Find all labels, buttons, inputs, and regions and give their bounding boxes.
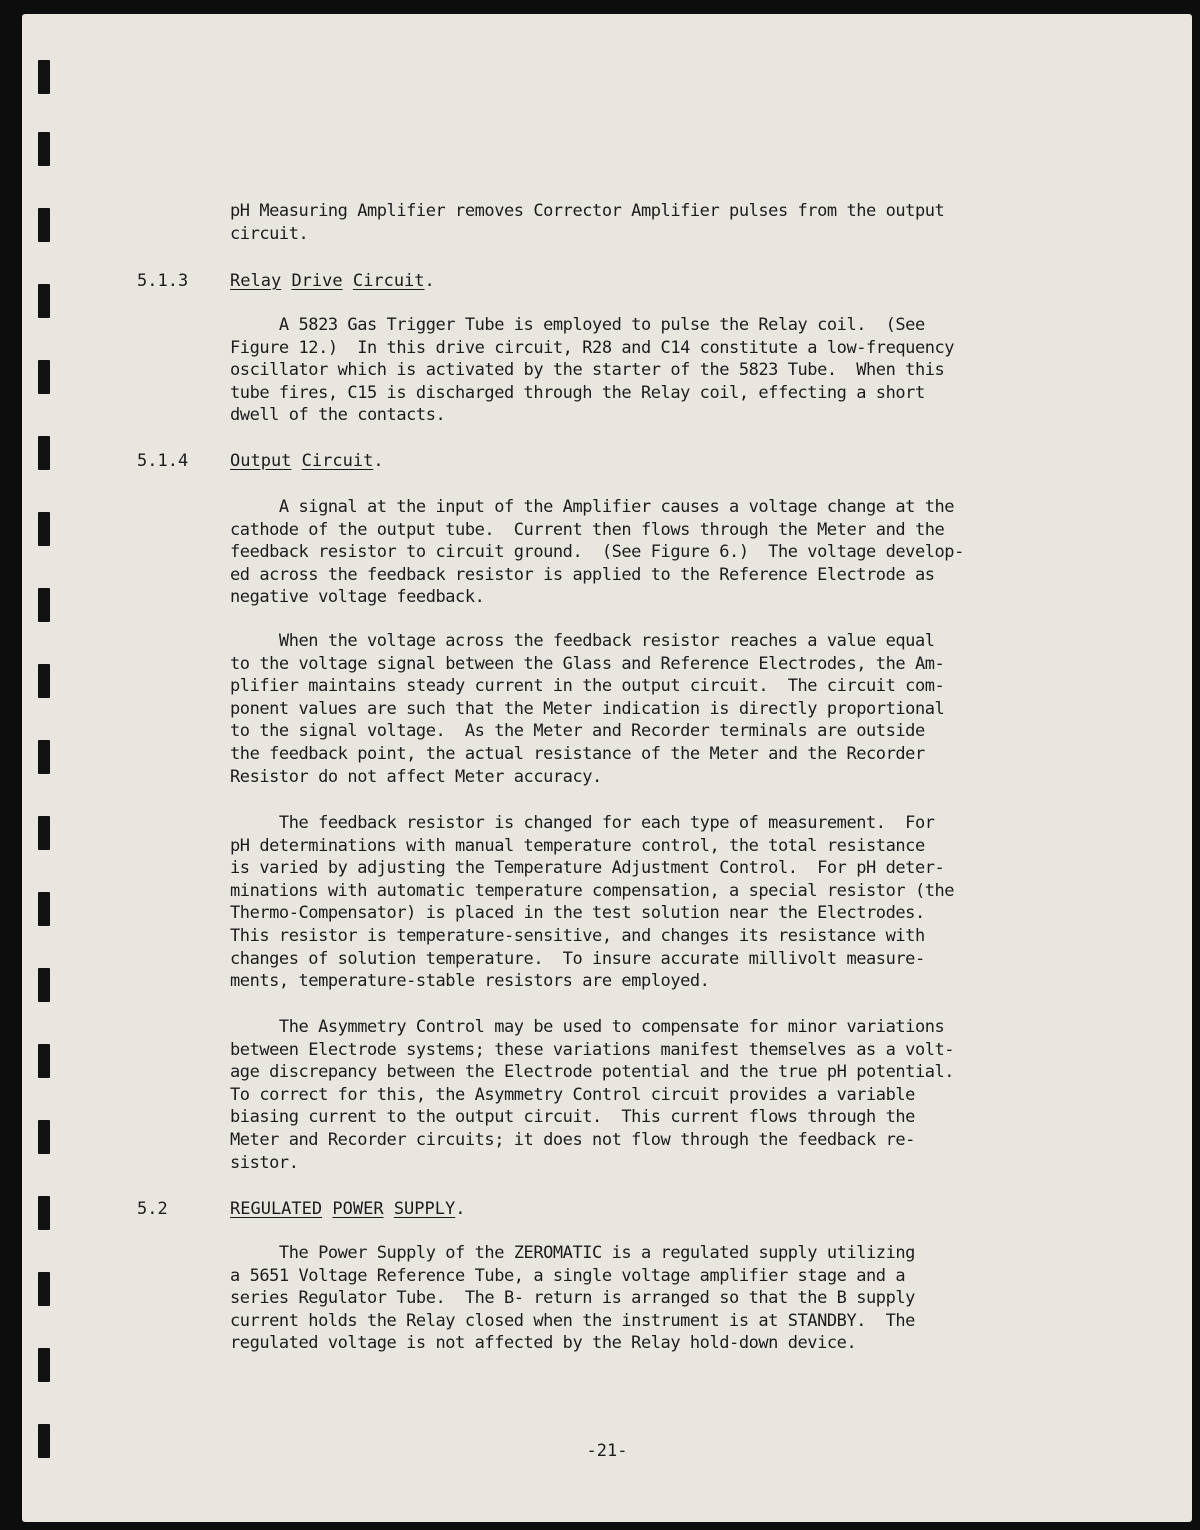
- title-word: Relay: [230, 271, 282, 291]
- section-number-5-2: 5.2: [137, 1199, 168, 1219]
- paragraph-feedback-equal: When the voltage across the feedback resistor reaches a value equal to the voltage signal between the Glass and Reference Electrodes, the Am- plifier maintains steady current in the output circuit. The circuit com- ponent values are such that the Meter indication is directly proportional to the signal voltage. As the Meter and Recorder terminals are outside the feedback point, the actual resistance of the Meter and the Recorder Resistor do not affect Meter accuracy.: [230, 631, 945, 787]
- title-word: REGULATED: [230, 1199, 323, 1219]
- section-number-5-1-4: 5.1.4: [137, 451, 189, 471]
- page-text: [22, 14, 1192, 1522]
- paragraph-feedback-resistor: The feedback resistor is changed for each type of measurement. For pH determinations with manual temperature control, the total resistance is varied by adjusting the Temperature Adjustment Control. For pH deter- minations with automatic temperature compensation, a special resistor (the Thermo-Compensator) is placed in the test solution near the Electrodes. This resistor is temperature-sensitive, and changes its resistance with changes of solution temperature. To insure accurate millivolt measure- ments, temperature-stable resistors are employed.: [230, 813, 955, 992]
- title-word: SUPPLY: [393, 1199, 456, 1219]
- paragraph-output-signal: A signal at the input of the Amplifier causes a voltage change at the cathode of the output tube. Current then flows through the Meter and the feedback resistor to circuit ground. (See Figure 6.) The voltage develop- ed across the feedback resistor is applied to the Reference Electrode as negative voltage feedback.: [230, 497, 964, 608]
- section-title-regulated-power-supply: [230, 1198, 465, 1221]
- title-period: .: [424, 271, 435, 291]
- title-word: Drive: [291, 271, 343, 291]
- document-page: [22, 14, 1192, 1522]
- title-word: Output: [230, 451, 292, 471]
- title-word: Circuit: [352, 271, 425, 291]
- title-period: .: [373, 451, 384, 471]
- section-number-5-1-3: 5.1.3: [137, 271, 189, 291]
- page-number: -21-: [586, 1441, 628, 1461]
- title-word: POWER: [332, 1199, 384, 1219]
- section-title-output-circuit: [230, 450, 384, 473]
- paragraph-continuation: pH Measuring Amplifier removes Corrector Amplifier pulses from the output circuit.: [230, 201, 945, 244]
- section-title-relay-drive-circuit: [230, 270, 435, 293]
- paragraph-asymmetry-control: The Asymmetry Control may be used to compensate for minor variations between Electrode systems; these variations manifest themselves as a volt- age discrepancy between the Electrode potential and the true pH potential. To correct for this, the Asymmetry Control circuit provides a variable biasing current to the output circuit. This current flows through the Meter and Recorder circuits; it does not flow through the feedback re- sistor.: [230, 1017, 955, 1173]
- title-period: .: [455, 1199, 466, 1219]
- title-word: Circuit: [301, 451, 374, 471]
- paragraph-relay-drive: A 5823 Gas Trigger Tube is employed to pulse the Relay coil. (See Figure 12.) In this drive circuit, R28 and C14 constitute a low-frequency oscillator which is activated by the starter of the 5823 Tube. When this tube fires, C15 is discharged through the Relay coil, effecting a short dwell of the contacts.: [230, 315, 955, 426]
- paragraph-power-supply: The Power Supply of the ZEROMATIC is a regulated supply utilizing a 5651 Voltage Reference Tube, a single voltage amplifier stage and a series Regulator Tube. The B- return is arranged so that the B supply current holds the Relay closed when the instrument is at STANDBY. The regulated voltage is not affected by the Relay hold-down device.: [230, 1243, 915, 1354]
